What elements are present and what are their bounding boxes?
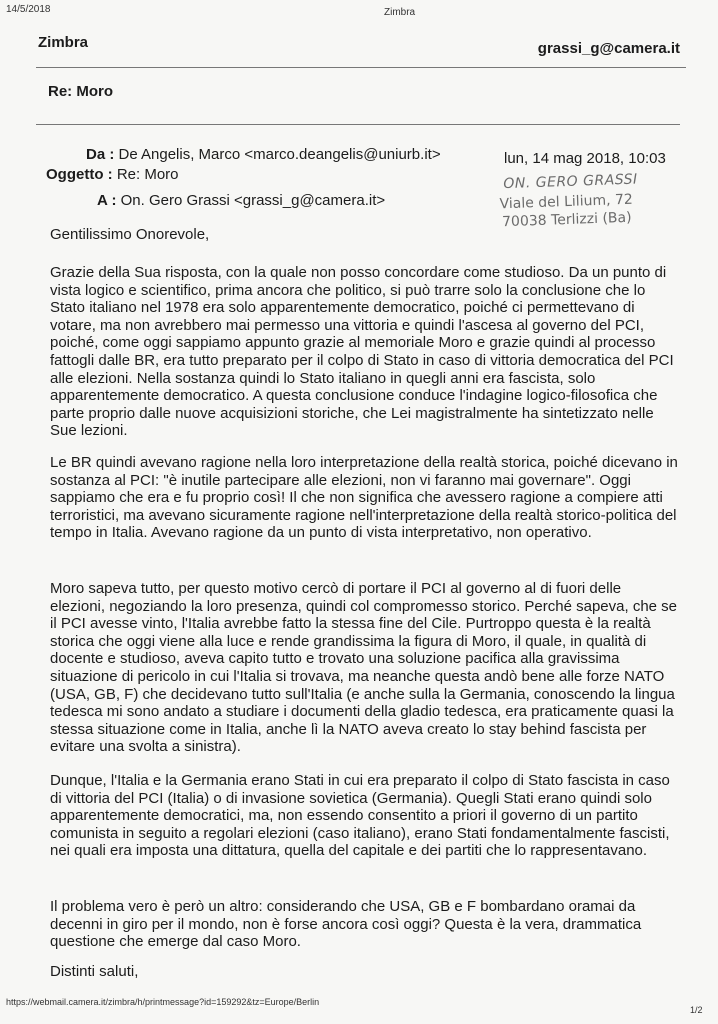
from-value: De Angelis, Marco <marco.deangelis@uniurb.it> — [118, 146, 441, 163]
body-paragraph-1: Grazie della Sua risposta, con la quale non posso concordare come studioso. Da un punto di vista logico e scientifico, prima ancora che politico, si può trarre solo la conclusione che lo Stato italiano nel 1978 era solo apparentemente democratico, poiché ci permettevano di votare, ma non avrebbero mai permesso una vittoria e quindi l'ascesa al governo del PCI, poiché, come oggi sappiamo appunto grazie al memoriale Moro e grazie quindi al processo fattogli dalle BR, era tutto preparato per il colpo di Stato in caso di vittoria democratica del PCI alle elezioni. Nella sostanza quindi lo Stato italiano in quegli anni era fascista, solo apparentemente democratico. A questa conclusione conduce l'indagine logico-filosofica che parte proprio dalle nuove acquisizioni storiche, che Lei magistralmente ha sintetizzato nelle Sue lezioni. — [50, 264, 674, 440]
to-label: A : — [97, 192, 117, 209]
stamp-city: 70038 Terlizzi (Ba) — [501, 209, 632, 231]
footer-url: https://webmail.camera.it/zimbra/h/printmessage?id=159292&tz=Europe/Berlin — [6, 997, 320, 1007]
address-stamp — [493, 171, 639, 230]
subject-row — [46, 166, 179, 183]
print-date: 14/5/2018 — [6, 4, 51, 15]
page-number: 1/2 — [690, 1005, 703, 1015]
stamp-street: Viale del Lilium, 72 — [499, 191, 634, 213]
body-paragraph-4: Dunque, l'Italia e la Germania erano Stati in cui era preparato il colpo di Stato fascista in caso di vittoria del PCI (Italia) o di invasione sovietica (Germania). Quegli Stati erano quindi solo apparentemente democratici, ma, non essendo consentito a priori il governo di un partito comunista in seguito a regolari elezioni (caso italiano), erano Stati fondamentalmente fascisti, nei quali era imposta una dittatura, quella del capitale e dei partiti che lo rappresentavano. — [50, 772, 670, 860]
header-divider — [36, 67, 686, 68]
subject-title: Re: Moro — [48, 83, 113, 100]
to-row — [97, 192, 385, 209]
app-name: Zimbra — [38, 34, 89, 51]
subject-value: Re: Moro — [116, 166, 179, 183]
print-app-name: Zimbra — [384, 7, 416, 18]
subject-label: Oggetto : — [46, 166, 113, 183]
message-date: lun, 14 mag 2018, 10:03 — [504, 150, 666, 167]
body-paragraph-2: Le BR quindi avevano ragione nella loro interpretazione della realtà storica, poiché dicevano in sostanza al PCI: "è inutile partecipare alle elezioni, non vi faranno mai governare". Oggi sappiamo che era e fu proprio così! Il che non significa che avessero ragione a compiere atti terroristici, ma avevano sicuramente ragione nell'interpretazione della realtà storico-politica del tempo in Italia. Avevano ragione da un punto di vista interpretativo, non operativo. — [50, 454, 678, 542]
from-row — [86, 146, 441, 163]
subject-divider — [36, 124, 680, 125]
to-value: On. Gero Grassi <grassi_g@camera.it> — [120, 192, 386, 209]
body-paragraph-5: Il problema vero è però un altro: considerando che USA, GB e F bombardano oramai da decenni in giro per il mondo, non è forse ancora così oggi? Questa è la vera, drammatica questione che emerge dal caso Moro. — [50, 898, 642, 951]
closing: Distinti saluti, — [50, 963, 139, 980]
stamp-name: ON. GERO GRASSI — [503, 171, 638, 193]
account-email: grassi_g@camera.it — [537, 40, 680, 57]
from-label: Da : — [86, 146, 115, 163]
greeting: Gentilissimo Onorevole, — [50, 226, 210, 243]
body-paragraph-3: Moro sapeva tutto, per questo motivo cercò di portare il PCI al governo al di fuori delle elezioni, negoziando la loro presenza, quindi col compromesso storico. Perché sapeva, che se il PCI avesse vinto, l'Italia avrebbe fatto la stessa fine del Cile. Purtroppo questa è la realtà storica che oggi viene alla luce e rende grandissima la figura di Moro, il quale, in qualità di docente e studioso, aveva capito tutto e trovato una soluzione pacifica alla gravissima situazione di pericolo in cui l'Italia si trovava, ma neanche questa andò bene alle forze NATO (USA, GB, F) che decidevano tutto sull'Italia (e anche sulla la Germania, conoscendo la lingua tedesca mi sono andato a studiare i documenti della gladio tedesca, era praticamente quasi la stessa situazione come in Italia, anche lì la NATO aveva creato lo stay behind fascista per evitare una svolta a sinistra). — [50, 580, 678, 756]
